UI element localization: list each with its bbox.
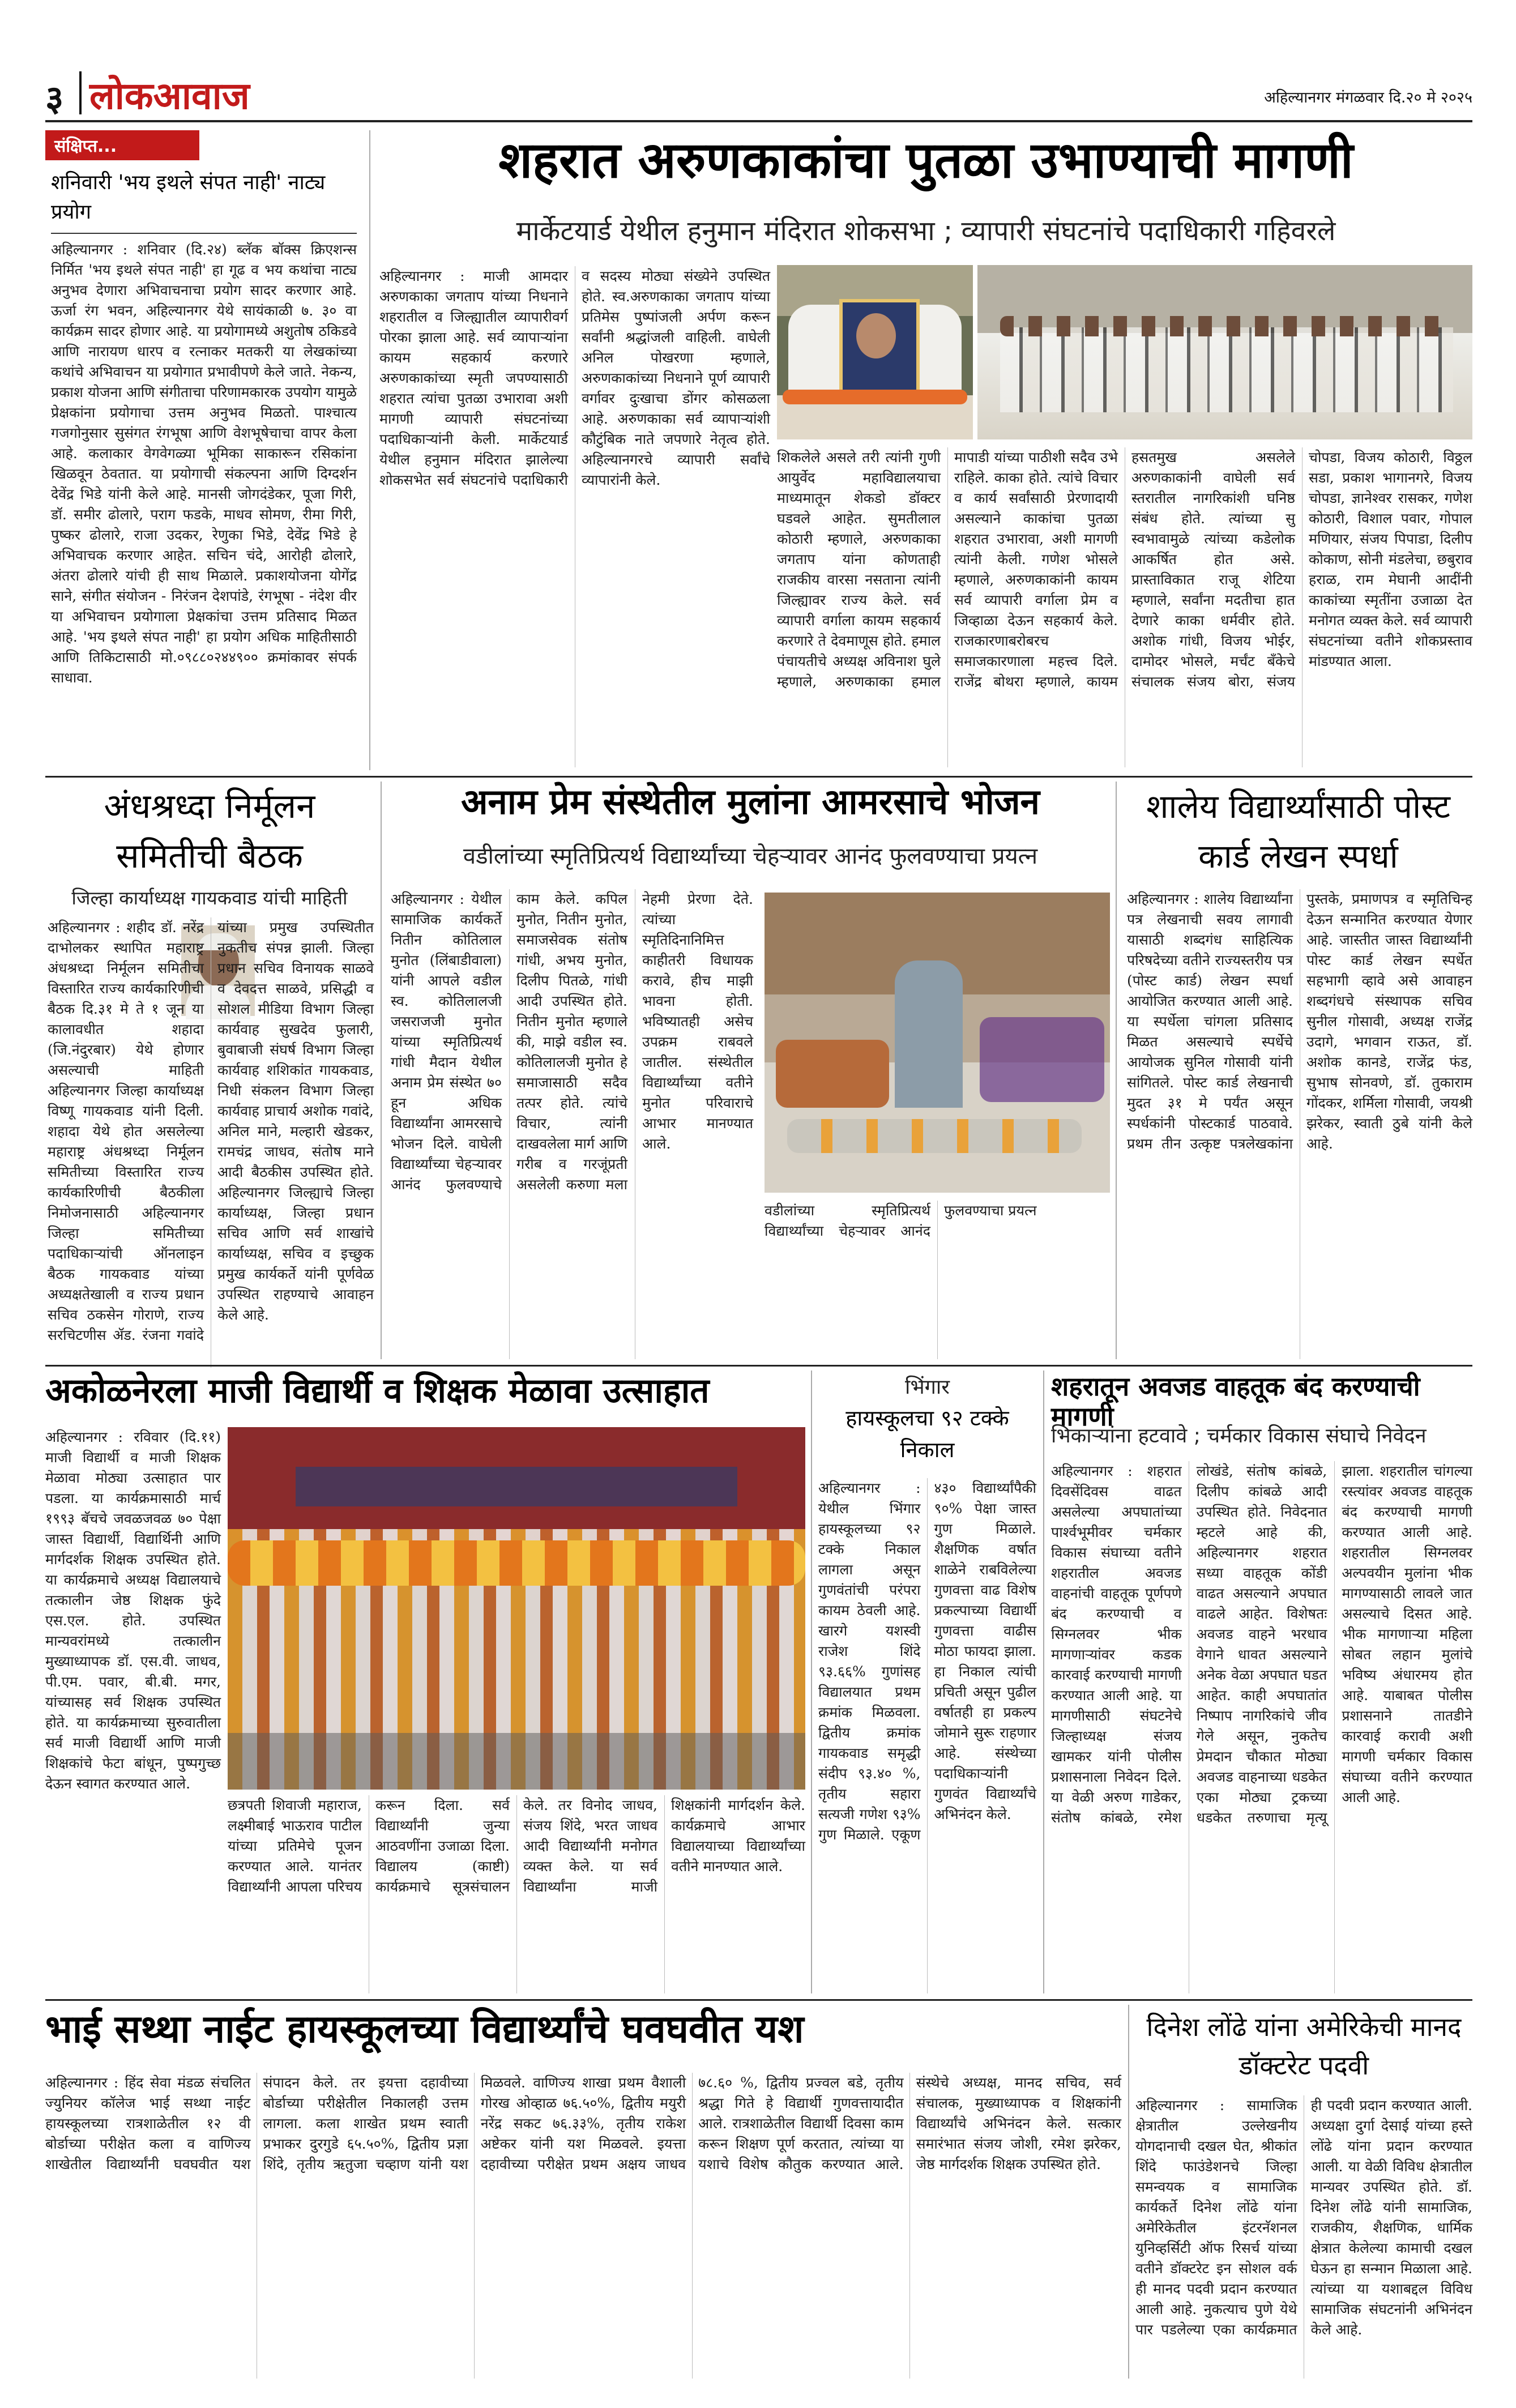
bhai-body: अहिल्यानगर : हिंद सेवा मंडळ संचलित ज्युनियर कॉलेज भाई सथ्था नाईट हायस्कूलच्या रात्रशाळेतील १२ वी बोर्डाच्या परीक्षेत कला व वाणिज्य शाखेतील विद्यार्थ्यांनी घवघवीत यश संपादन केले. तर इयत्ता दहावीच्या बोर्डाच्या परीक्षेतील निकालही उत्तम लागला. कला शाखेत प्रथम स्वाती प्रभाकर दुरगुडे ६५.५०%, द्वितीय प्रज्ञा शिंदे, तृतीय ऋतुजा चव्हाण यांनी यश मिळवले. वाणिज्य शाखा प्रथम वैशाली गोरख ओव्हाळ ७६.५०%, द्वितीय मयुरी नरेंद्र सकट ७६.३३%, तृतीय राकेश अष्टेकर यांनी यश मिळवले. इयत्ता दहावीच्या परीक्षेत प्रथम अक्षय जाधव ७८.६० %, द्वितीय प्रज्वल बडे, तृतीय श्रद्धा गिते हे विद्यार्थी गुणवत्तायादीत आले. रात्रशाळेतील विद्यार्थी दिवसा काम करून शिक्षण पूर्ण करतात, त्यांच्या या यशाचे विशेष कौतुक करण्यात आले. संस्थेचे अध्यक्ष, मानद सचिव, सर्व संचालक, मुख्याध्यापक व शिक्षकांनी विद्यार्थ्यांचे अभिनंदन केले. सत्कार समारंभात संजय जोशी, रमेश झरेकर, जेष्ठ मार्गदर्शक शिक्षक उपस्थित होते. [45,2074,1121,2172]
akole-headline: अकोळनेरला माजी विद्यार्थी व शिक्षक मेळावा उत्साहात [45,1371,710,1411]
anam-body: अहिल्यानगर : येथील सामाजिक कार्यकर्ते नितीन कोतिलाल मुनोत (लिंबाडीवाला) यांनी आपले वडील स्व. कोतिलालजी जसराजजी मुनोत यांच्या स्मृतिप्रित्यर्थ गांधी मैदान येथील अनाम प्रेम संस्थेत ७० हून अधिक विद्यार्थ्यांना आमरसाचे भोजन दिले. वाघेली विद्यार्थ्यांच्या चेहऱ्यावर आनंद फुलवण्याचे काम केले. कपिल मुनोत, नितीन मुनोत, समाजसेवक संतोष गांधी, अभय मुनोत, दिलीप पितळे, गांधी आदी उपस्थित होते. नितीन मुनोत म्हणाले की, माझे वडील स्व. कोतिलालजी मुनोत हे समाजासाठी सदैव तत्पर होते. त्यांचे विचार, त्यांनी दाखवलेला मार्ग आणि गरीब व गरजूंप्रती असलेली करुणा मला नेहमी प्रेरणा देते. त्यांच्या स्मृतिदिनानिमित्त काहीतरी विधायक करावे, हीच माझी भावना होती. भविष्यातही असेच उपक्रम राबवले जातील. संस्थेतील विद्यार्थ्यांच्या वतीने मुनोत परिवाराचे आभार मानण्यात आले. [391,891,753,1193]
bhingar-headline: हायस्कूलचा ९२ टक्के निकाल [845,1406,1009,1462]
section-rule-3 [45,1999,1472,2001]
postcard-headline: शालेय विद्यार्थ्यांसाठी पोस्ट कार्ड लेखन स्पर्धा [1146,787,1450,876]
lead-photo-group [977,265,1472,439]
traffic-subhead: भिकाऱ्यांना हटवावे ; चर्मकार विकास संघाचे निवेदन [1051,1424,1427,1448]
brief-headline: शनिवारी 'भय इथले संपत नाही' नाट्य प्रयोग [51,171,326,224]
masthead [45,69,1472,121]
bhingar-body: अहिल्यानगर : येथील भिंगार हायस्कूलच्या ९२ टक्के निकाल लागला असून गुणवंतांची परंपरा कायम ठेवली आहे. खारगे यशस्वी राजेश शिंदे ९३.६६% गुणांसह विद्यालयात प्रथम क्रमांक मिळवला. द्वितीय क्रमांक गायकवाड समृद्धी संदीप ९३.४० %, तृतीय सहारा सत्यजी गणेश ९३% गुण मिळाले. एकूण ४३० विद्यार्थ्यांपैकी ९०% पेक्षा जास्त गुण मिळाले. शैक्षणिक वर्षात शाळेने राबविलेल्या गुणवत्ता वाढ विशेष प्रकल्पाच्या विद्यार्थी गुणवत्ता वाढीस मोठा फायदा झाला. हा निकाल त्यांची प्रचिती असून पुढील वर्षातही हा प्रकल्प जोमाने सुरू राहणार आहे. संस्थेच्या पदाधिकाऱ्यांनी गुणवंत विद्यार्थ्यांचे अभिनंदन केले. [818,1480,1036,1843]
andh-headline: अंधश्रध्दा निर्मूलन समितीची बैठक [104,787,315,876]
brief-box [45,130,362,770]
anam-headline: अनाम प्रेम संस्थेतील मुलांना आमरसाचे भोजन [461,781,1040,822]
bhai-headline: भाई सथ्था नाईट हायस्कूलच्या विद्यार्थ्यांचे घवघवीत यश [45,2007,804,2052]
section-rule-2 [45,1365,1472,1367]
page-number: ३ [45,78,64,119]
anam-body-2 [765,1201,1110,1359]
akole-body-b: छत्रपती शिवाजी महाराज, लक्ष्मीबाई भाऊराव पाटील यांच्या प्रतिमेचे पूजन करण्यात आले. यानंतर विद्यार्थ्यांनी आपला परिचय करून दिला. सर्व विद्यार्थ्यांनी जुन्या आठवणींना उजाळा दिला. विद्यालय (काष्टी) कार्यक्रमाचे सूत्रसंचालन केले. तर विनोद जाधव, संजय शिंदे, भरत जाधव आदी विद्यार्थ्यांनी मनोगत व्यक्त केले. या सर्व विद्यार्थ्यांना माजी शिक्षकांनी मार्गदर्शन केले. कार्यक्रमाचे आभार विद्यालयाच्या विद्यार्थ्यांच्या वतीने मानण्यात आले. [228,1797,805,1895]
traffic-body: अहिल्यानगर : शहरात दिवसेंदिवस वाढत असलेल्या अपघातांच्या पार्श्वभूमीवर चर्मकार विकास संघाच्या वतीने शहरातील अवजड वाहनांची वाहतूक पूर्णपणे बंद करण्याची व सिग्नलवर भीक मागणाऱ्यांवर कडक कारवाई करण्याची मागणी करण्यात आली आहे. या मागणीसाठी संघटनेचे जिल्हाध्यक्ष संजय खामकर यांनी पोलीस प्रशासनाला निवेदन दिले. या वेळी अरुण गाडेकर, संतोष कांबळे, रमेश लोखंडे, संतोष कांबळे, दिलीप कांबळे आदी उपस्थित होते. निवेदनात म्हटले आहे की, अहिल्यानगर शहरात सध्या वाहतूक कोंडी वाढत असल्याने अपघात वाढले आहेत. विशेषतः अवजड वाहने भरधाव वेगाने धावत असल्याने अनेक वेळा अपघात घडत आहेत. काही अपघातांत निष्पाप नागरिकांचे जीव गेले असून, नुकतेच प्रेमदान चौकात मोठ्या अवजड वाहनाच्या धडकेत एका मोठ्या ट्रकच्या धडकेत तरुणाचा मृत्यू झाला. शहरातील चांगल्या रस्त्यांवर अवजड वाहतूक बंद करण्याची मागणी करण्यात आली आहे. शहरातील सिग्नलवर अल्पवयीन मुलांना भीक मागण्यासाठी लावले जात असल्याचे दिसत आहे. भीक मागणाऱ्या महिला सोबत लहान मुलांचे भविष्य अंधारमय होत आहे. याबाबत पोलीस प्रशासनाने तातडीने कारवाई करावी अशी मागणी चर्मकार विकास संघाच्या वतीने करण्यात आली आहे. [1051,1463,1472,1826]
akole-body-a: अहिल्यानगर : रविवार (दि.११) माजी विद्यार्थी व माजी शिक्षक मेळावा मोठ्या उत्साहात पार पडला. या कार्यक्रमासाठी मार्च १९९३ बॅचचे जवळजवळ ७० पेक्षा जास्त विद्यार्थी, विद्यार्थिनी आणि मार्गदर्शक शिक्षक उपस्थित होते. या कार्यक्रमाचे अध्यक्ष विद्यालयाचे तत्कालीन जेष्ठ शिक्षक फुंदे एस.एल. होते. उपस्थित मान्यवरांमध्ये तत्कालीन मुख्याध्यापक डॉ. एस.वी. जाधव, पी.एम. पवार, बी.बी. मगर, यांच्यासह सर्व शिक्षक उपस्थित होते. या कार्यक्रमाच्या सुरुवातीला सर्व माजी विद्यार्थी आणि माजी शिक्षकांचे फेटा बांधून, पुष्पगुच्छ देऊन स्वागत करण्यात आले. [45,1429,221,1792]
lodhe-body: अहिल्यानगर : सामाजिक क्षेत्रातील उल्लेखनीय योगदानाची दखल घेत, श्रीकांत शिंदे फाउंडेशनचे जिल्हा समन्वयक व सामाजिक कार्यकर्ते दिनेश लोंढे यांना अमेरिकेतील इंटरनॅशनल युनिव्हर्सिटी ऑफ रिसर्च यांच्या वतीने डॉक्टरेट इन सोशल वर्क ही मानद पदवी प्रदान करण्यात आली आहे. नुकत्याच पुणे येथे पार पडलेल्या एका कार्यक्रमात ही पदवी प्रदान करण्यात आली. अध्यक्षा दुर्गा देसाई यांच्या हस्ते लोंढे यांना प्रदान करण्यात आली. या वेळी विविध क्षेत्रातील मान्यवर उपस्थित होते. डॉ. दिनेश लोंढे यांनी सामाजिक, राजकीय, शैक्षणिक, धार्मिक क्षेत्रात केलेल्या कामाची दखल घेऊन हा सन्मान मिळाला आहे. त्यांच्या या यशाबद्दल विविध सामाजिक संघटनांनी अभिनंदन केले आहे. [1135,2097,1472,2338]
masthead-divider [79,71,82,114]
andh-body: अहिल्यानगर : शहीद डॉ. नरेंद्र दाभोलकर स्थापित महाराष्ट्र अंधश्रध्दा निर्मूलन समितीचा विस्तारित राज्य कार्यकारिणीची बैठक दि.३१ मे ते १ जून या कालावधीत शहादा (जि.नंदुरबार) येथे होणार असल्याची माहिती अहिल्यानगर जिल्हा कार्याध्यक्ष विष्णू गायकवाड यांनी दिली. शहादा येथे होत असलेल्या महाराष्ट्र अंधश्रध्दा निर्मूलन समितीच्या विस्तारित राज्य कार्यकारिणीची बैठकीला निमोजनासाठी अहिल्यानगर जिल्हा समितीच्या पदाधिकाऱ्यांची ऑनलाइन बैठक गायकवाड यांच्या अध्यक्षतेखाली व राज्य प्रधान सचिव ठकसेन गोराणे, राज्य सरचिटणीस ॲड. रंजना गवांदे यांच्या प्रमुख उपस्थितीत नुकतीच संपन्न झाली. जिल्हा प्रधान सचिव विनायक साळवे व देवदत्त साळवे, प्रसिद्धी व सोशल मीडिया विभाग जिल्हा कार्यवाह सुखदेव फुलारी, बुवाबाजी संघर्ष विभाग जिल्हा कार्यवाह शशिकांत गायकवाड, निधी संकलन विभाग जिल्हा कार्यवाह प्राचार्य अशोक गवांदे, अनिल माने, मल्हारी खेडकर, रामचंद्र जाधव, संतोष माने आदी बैठकीस उपस्थित होते. अहिल्यानगर जिल्ह्याचे जिल्हा कार्याध्यक्ष, जिल्हा प्रधान सचिव आणि सर्व शाखांचे कार्याध्यक्ष, सचिव व इच्छुक प्रमुख कार्यकर्ते यांनी पूर्णवेळ उपस्थित राहण्याचे आवाहन केले आहे. [48,919,374,1343]
postcard-body: अहिल्यानगर : शालेय विद्यार्थ्यांना पत्र लेखनाची सवय लागावी यासाठी शब्दगंध साहित्यिक परिषदेच्या वतीने राज्यस्तरीय पत्र (पोस्ट कार्ड) लेखन स्पर्धा आयोजित करण्यात आली आहे. या स्पर्धेला चांगला प्रतिसाद मिळत असल्याचे स्पर्धेचे आयोजक सुनिल गोसावी यांनी सांगितले. पोस्ट कार्ड लेखनाची मुदत ३१ मे पर्यंत असून स्पर्धकांनी पोस्टकार्ड पाठवावे. प्रथम तीन उत्कृष्ट पत्रलेखकांना पुस्तके, प्रमाणपत्र व स्मृतिचिन्ह देऊन सन्मानित करण्यात येणार आहे. जास्तीत जास्त विद्यार्थ्यांनी पोस्ट कार्ड लेखन स्पर्धेत सहभागी व्हावे असे आवाहन शब्दगंधचे संस्थापक सचिव सुनील गोसावी, अध्यक्ष राजेंद्र उदागे, भगवान राऊत, डॉ. अशोक कानडे, राजेंद्र फंड, सुभाष सोनवणे, डॉ. तुकाराम गोंदकर, शर्मिला गोसावी, जयश्री झरेकर, स्वाती ठुबे यांनी केले आहे. [1127,891,1472,1152]
lead-headline: शहरात अरुणकाकांचा पुतळा उभाण्याची मागणी [498,131,1353,189]
dateline: अहिल्यानगर मंगळवार दि.२० मे २०२५ [1264,89,1472,106]
section-rule-1 [45,776,1472,778]
lead-body-b: शिकलेले असले तरी त्यांनी गुणी आयुर्वेद महाविद्यालयाचा माध्यमातून शेकडो डॉक्टर घडवले आहेत. सुमतीलाल कोठारी म्हणाले, अरुणकाका जगताप यांना कोणताही राजकीय वारसा नसताना त्यांनी जिल्ह्यावर राज्य केले. सर्व व्यापारी वर्गाला कायम सहकार्य करणारे ते देवमाणूस होते. हमाल पंचायतीचे अध्यक्ष अविनाश घुले म्हणाले, अरुणकाका हमाल मापाडी यांच्या पाठीशी सदैव उभे राहिले. काका होते. त्यांचे विचार व कार्य सर्वांसाठी प्रेरणादायी असल्याने काकांचा पुतळा शहरात उभारावा, अशी मागणी त्यांनी केली. गणेश भोसले म्हणाले, अरुणकाकांनी कायम सर्व व्यापारी वर्गाला प्रेम व जिव्हाळा देऊन सहकार्य केले. राजकारणाबरोबरच समाजकारणाला महत्त्व दिले. राजेंद्र बोथरा म्हणाले, कायम हसतमुख असलेले अरुणकाकांनी वाघेली सर्व स्तरातील नागरिकांशी घनिष्ठ संबंध होते. त्यांच्या सु स्वभावामुळे त्यांच्या कडेलोक आकर्षित होत असे. प्रास्ताविकात राजू शेटिया म्हणाले, सर्वांना मदतीचा हात देणारे काका धर्मवीर होते. अशोक गांधी, विजय भोईर, दामोदर भोसले, मर्चंट बँकेचे संचालक संजय बोरा, संजय चोपडा, विजय कोठारी, विठ्ठल सडा, प्रकाश भागानगरे, विजय चोपडा, ज्ञानेश्वर रासकर, गणेश कोठारी, विशाल पवार, गोपाल मणियार, संजय पिपाडा, दिलीप कोकाण, सोनी मंडलेचा, छबुराव हराळ, राम मेघानी आदींनी काकांच्या स्मृतींना उजाळा देत मनोगत व्यक्त केले. सर्व व्यापारी संघटनांच्या वतीने शोकप्रस्ताव मांडण्यात आला. [777,449,1472,690]
lead-photo-portrait [777,265,973,439]
masthead-rule [45,120,1472,122]
anam-photo [765,893,1110,1193]
brief-body: अहिल्यानगर : शनिवार (दि.२४) ब्लॅक बॉक्स क्रिएशन्स निर्मित 'भय इथले संपत नाही' हा गूढ व भय कथांचा नाट्य अनुभव देणारा अभिवाचनाचा प्रयोग सादर करणार आहे. ऊर्जा रंग भवन, अहिल्यानगर येथे सायंकाळी ७. ३० वा कार्यक्रम सादर होणार आहे. या प्रयोगामध्ये अशुतोष ठकिडवे आणि नारायण धारप व रत्नाकर मतकरी या लेखकांच्या कथांचे अभिवाचन या प्रयोगात प्रभावीपणे केले जाते. नेकन्य, प्रकाश योजना आणि संगीताचा परिणामकारक उपयोग यामुळे प्रेक्षकांना प्रयोगाचा उत्तम अनुभव मिळतो. पाश्चात्य गजगोनुसार सुसंगत रंगभूषा आणि वेशभूषेचाचा वापर केला आहे. कलाकार वेगवेगळ्या भूमिका साकारून रसिकांना खिळवून ठेवतात. या प्रयोगाची संकल्पना आणि दिग्दर्शन देवेंद्र भिडे यांनी केले आहे. मानसी जोगदंडेकर, पूजा गिरी, डॉ. समीर ढोलारे, पराग फडके, माधव सोमण, रीमा गिरी, पुष्कर ढोलारे, राजा उदकर, रेणुका भिडे, देवेंद्र भिडे हे अभिवाचक करणार आहेत. सचिन चंदे, आरोही ढोलारे, अंतरा ढोलारे यांची ही साथ मिळाले. प्रकाशयोजना योगेंद्र साने, संगीत संयोजन - निरंजन देशपांडे, रंगभूषा - नंदेश वीर या अभिवाचन प्रयोगाला प्रेक्षकांचा उत्तम प्रतिसाद मिळत आहे. 'भय इथले संपत नाही' हा प्रयोग अधिक माहितीसाठी आणि तिकिटासाठी मो.०९८८०२४४९०० क्रमांकावर संपर्क साधावा. [51,241,357,686]
anam-subhead: वडीलांच्या स्मृतिप्रित्यर्थ विद्यार्थ्यांच्या चेहऱ्यावर आनंद फुलवण्याचा प्रयत्न [463,843,1038,869]
brief-tag: संक्षिप्त... [45,130,199,160]
lead-subhead: मार्केटयार्ड येथील हनुमान मंदिरात शोकसभा ; व्यापारी संघटनांचे पदाधिकारी गहिवरले [516,215,1336,247]
brand-logo: लोकआवाज [89,74,250,118]
andh-subhead: जिल्हा कार्याध्यक्ष गायकवाड यांची माहिती [71,887,348,909]
anam-caption: वडीलांच्या स्मृतिप्रित्यर्थ विद्यार्थ्यांच्या चेहऱ्यावर आनंद फुलवण्याचा प्रयत्न [765,1202,1037,1239]
traffic-headline: शहरातून अवजड वाहतूक बंद करण्याची मागणी [1051,1371,1420,1432]
lodhe-headline: दिनेश लोंढे यांना अमेरिकेची मानद डॉक्टरेट पदवी [1146,2012,1462,2081]
lead-body-a: अहिल्यानगर : माजी आमदार अरुणकाका जगताप यांच्या निधनाने शहरातील व जिल्ह्यातील व्यापारीवर्ग पोरका झाला आहे. सर्व व्यापाऱ्यांना कायम सहकार्य करणारे अरुणकाकांच्या स्मृती जपण्यासाठी शहरात त्यांचा पुतळा उभारावा अशी मागणी व्यापारी संघटनांच्या पदाधिकाऱ्यांनी केली. मार्केटयार्ड येथील हनुमान मंदिरात झालेल्या शोकसभेत सर्व संघटनांचे पदाधिकारी व सदस्य मोठ्या संख्येने उपस्थित होते. स्व.अरुणकाका जगताप यांच्या प्रतिमेस पुष्पांजली अर्पण करून सर्वांनी श्रद्धांजली वाहिली. वाघेली अनिल पोखरणा म्हणाले, अरुणकाकांच्या निधनाने पूर्ण व्यापारी वर्गावर दुःखाचा डोंगर कोसळला आहे. अरुणकाका सर्व व्यापाऱ्यांशी कौटुंबिक नाते जपणारे नेतृत्व होते. अहिल्यानगरचे व्यापारी सर्वांचे व्यापारांनी केले. [379,268,770,488]
bhingar-tag: भिंगार [905,1376,950,1399]
akole-photo [228,1427,805,1790]
